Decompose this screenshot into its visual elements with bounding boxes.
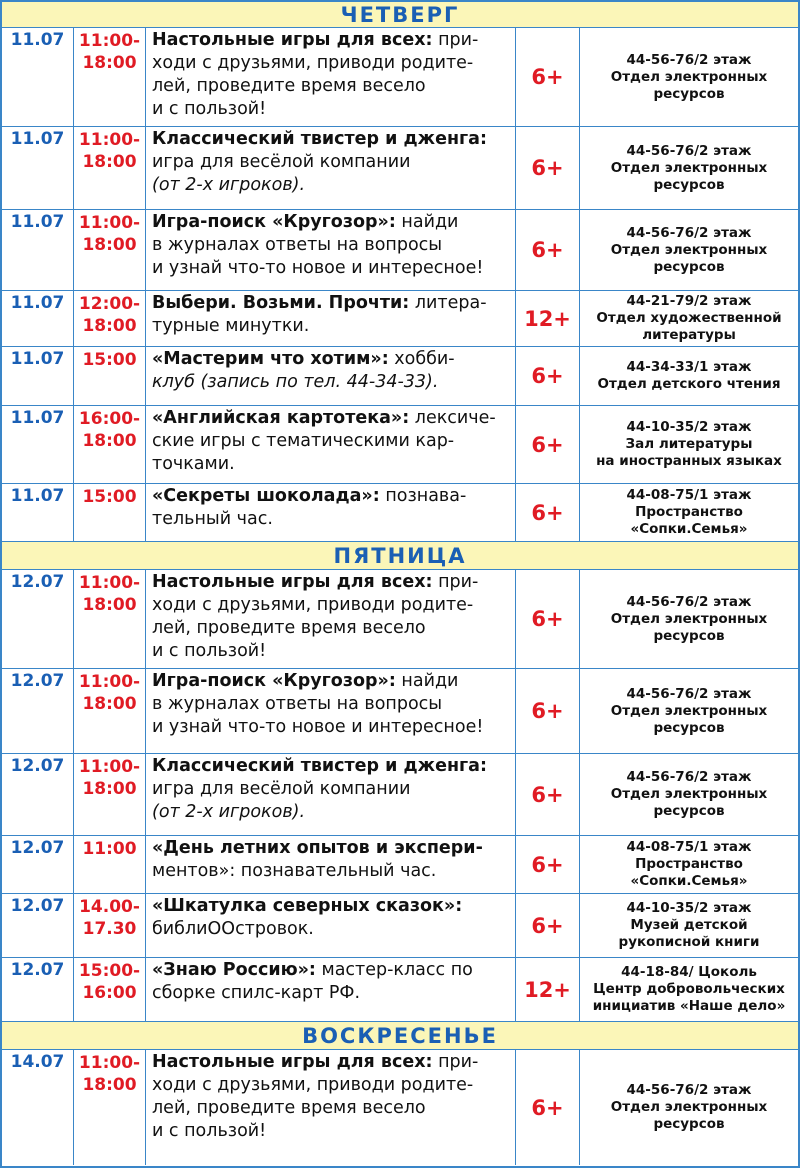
event-title: Игра-поиск «Кругозор»: [152,671,396,691]
event-location: 44-08-75/1 этаж Пространство «Сопки.Семья» [626,839,752,889]
event-time: 11:00- 18:00 [74,127,146,209]
event-location: 44-18-84/ Цоколь Центр добровольческих инициатив «Наше дело» [592,964,786,1014]
age-rating: 6+ [516,347,580,405]
event-description: «Мастерим что хотим»: хобби- клуб (запись по тел. 44-34-33). [146,347,516,405]
event-title: Настольные игры для всех: [152,572,433,592]
event-description: Классический твистер и дженга: игра для весёлой компании (от 2-х игроков). [146,754,516,835]
day-header-friday: ПЯТНИЦА [2,542,798,570]
event-date: 11.07 [2,210,74,290]
event-location: 44-56-76/2 этаж Отдел электронных ресурсов [610,142,768,193]
age-rating: 6+ [516,1050,580,1165]
event-title: «Шкатулка северных сказок»: [152,896,463,916]
event-location: 44-56-76/2 этаж Отдел электронных ресурсов [610,1082,768,1132]
event-time: 11:00- 18:00 [74,28,146,126]
event-time: 11:00- 18:00 [74,754,146,835]
event-row [2,570,798,669]
event-time: 11:00- 18:00 [74,570,146,668]
age-rating: 6+ [516,127,580,209]
event-title: Настольные игры для всех: [152,1052,433,1072]
event-title: «День летних опытов и экспери- [152,838,483,858]
day-header-thursday: ЧЕТВЕРГ [2,2,798,28]
age-rating: 12+ [516,958,580,1021]
event-row [2,406,798,484]
event-row [2,754,798,836]
event-time: 11:00 [74,836,146,893]
event-time: 15:00- 16:00 [74,958,146,1021]
event-location: 44-56-76/2 этаж Отдел электронных ресурсов [610,51,768,102]
event-date: 11.07 [2,484,74,541]
event-location: 44-56-76/2 этаж Отдел электронных ресурсов [610,685,768,736]
event-row [2,669,798,754]
event-row [2,291,798,347]
event-row [2,28,798,127]
event-title: Настольные игры для всех: [152,30,433,50]
event-date: 14.07 [2,1050,74,1165]
event-title: Выбери. Возьми. Прочти: [152,293,410,313]
event-row [2,347,798,406]
event-date: 12.07 [2,669,74,753]
event-row [2,958,798,1022]
event-date: 12.07 [2,894,74,957]
event-row [2,1050,798,1165]
event-date: 12.07 [2,958,74,1021]
event-time: 11:00- 18:00 [74,1050,146,1165]
event-location: 44-21-79/2 этаж Отдел художественной литературы [596,293,782,343]
event-row [2,836,798,894]
age-rating: 6+ [516,836,580,893]
event-description: Игра-поиск «Кругозор»: найди в журналах ответы на вопросы и узнай что-то новое и интересное! [146,210,516,290]
event-location: 44-56-76/2 этаж Отдел электронных ресурсов [610,593,768,644]
event-date: 12.07 [2,754,74,835]
age-rating: 6+ [516,669,580,753]
event-description: Выбери. Возьми. Прочти: литера- турные минутки. [146,291,516,346]
event-date: 11.07 [2,127,74,209]
event-date: 11.07 [2,406,74,483]
event-description: «Английская картотека»: лексиче- ские игры с тематическими кар- точками. [146,406,516,483]
event-description: «Секреты шоколада»: познава- тельный час. [146,484,516,541]
event-time: 14.00- 17.30 [74,894,146,957]
age-rating: 6+ [516,754,580,835]
event-location: 44-08-75/1 этаж Пространство «Сопки.Семья» [626,487,752,537]
age-rating: 6+ [516,406,580,483]
event-time: 11:00- 18:00 [74,210,146,290]
age-rating: 6+ [516,894,580,957]
event-time: 12:00- 18:00 [74,291,146,346]
event-time: 11:00- 18:00 [74,669,146,753]
event-time: 16:00- 18:00 [74,406,146,483]
event-location: 44-10-35/2 этаж Музей детской рукописной книги [618,900,760,950]
event-description: Настольные игры для всех: при- ходи с друзьями, приводи родите- лей, проведите время весело и с пользой! [146,1050,516,1165]
event-time: 15:00 [74,347,146,405]
event-date: 11.07 [2,28,74,126]
event-time: 15:00 [74,484,146,541]
event-location: 44-56-76/2 этаж Отдел электронных ресурсов [610,769,768,819]
event-row [2,484,798,542]
event-date: 12.07 [2,570,74,668]
event-row [2,210,798,291]
event-description: Игра-поиск «Кругозор»: найди в журналах ответы на вопросы и узнай что-то новое и интересное! [146,669,516,753]
event-description: Настольные игры для всех: при- ходи с друзьями, приводи родите- лей, проведите время весело и с пользой! [146,28,516,126]
event-title: «Английская картотека»: [152,408,410,428]
age-rating: 12+ [516,291,580,346]
event-location: 44-10-35/2 этаж Зал литературы на иностранных языках [596,419,782,469]
day-header-sunday: ВОСКРЕСЕНЬЕ [2,1022,798,1050]
event-description: «День летних опытов и экспери- ментов»: познавательный час. [146,836,516,893]
event-title: «Мастерим что хотим»: [152,349,389,369]
event-description: «Знаю Россию»: мастер-класс по сборке спилс-карт РФ. [146,958,516,1021]
event-title: «Знаю Россию»: [152,960,316,980]
event-row [2,127,798,210]
age-rating: 6+ [516,28,580,126]
event-date: 11.07 [2,291,74,346]
event-title: Игра-поиск «Кругозор»: [152,212,396,232]
event-title: Классический твистер и дженга: [152,129,487,149]
age-rating: 6+ [516,210,580,290]
event-title: Классический твистер и дженга: [152,756,487,776]
event-date: 11.07 [2,347,74,405]
age-rating: 6+ [516,570,580,668]
age-rating: 6+ [516,484,580,541]
event-location: 44-34-33/1 этаж Отдел детского чтения [597,359,781,392]
event-description: «Шкатулка северных сказок»: библиООстровок. [146,894,516,957]
event-description: Настольные игры для всех: при- ходи с друзьями, приводи родите- лей, проведите время весело и с пользой! [146,570,516,668]
event-date: 12.07 [2,836,74,893]
event-description: Классический твистер и дженга: игра для весёлой компании (от 2-х игроков). [146,127,516,209]
event-location: 44-56-76/2 этаж Отдел электронных ресурсов [610,224,768,275]
event-title: «Секреты шоколада»: [152,486,380,506]
event-row [2,894,798,958]
